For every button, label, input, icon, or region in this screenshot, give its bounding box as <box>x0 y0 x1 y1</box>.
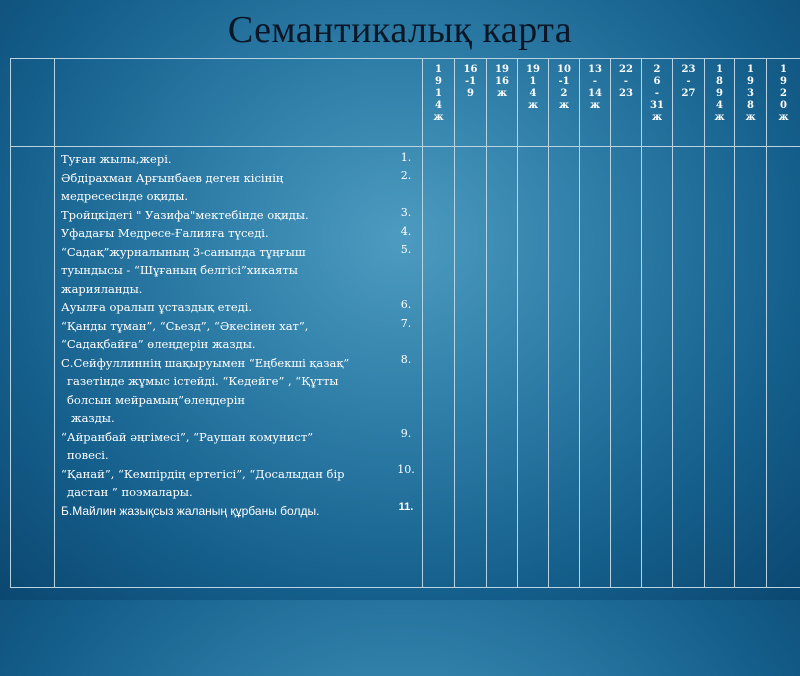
year-label-part: 8 <box>735 100 766 112</box>
page-title: Семантикалық карта <box>0 8 800 52</box>
event-line: медресесінде оқиды. <box>61 187 418 206</box>
row-number: 8. <box>11 353 800 367</box>
row-number: 2. <box>11 169 800 183</box>
year-label-part: 3 <box>735 88 766 100</box>
year-label-part: 19 <box>487 64 517 76</box>
event-line: жарияланды. <box>61 280 418 299</box>
year-label-part: 16 <box>455 64 486 76</box>
year-label-part: 23 <box>673 64 704 76</box>
year-label-part: ж <box>767 112 800 124</box>
year-label-part: - <box>611 76 641 88</box>
year-label-part: ж <box>735 112 766 124</box>
event-line: болсын мейрамың”өлеңдерін <box>61 391 418 410</box>
row-number: 5. <box>11 243 800 257</box>
event-line: жазды. <box>61 409 418 428</box>
body-row <box>11 147 800 588</box>
year-label-part: 0 <box>767 100 800 112</box>
row-number: 3. <box>11 206 800 220</box>
semantic-map-table <box>10 58 800 588</box>
event-line: Ауылға оралып ұстаздық етеді. <box>61 298 418 317</box>
year-label-part: 19 <box>518 64 548 76</box>
year-label-part: 10 <box>549 64 579 76</box>
year-label-part: 1 <box>518 76 548 88</box>
year-label-part: 1 <box>735 64 766 76</box>
row-number-cell <box>11 147 55 588</box>
event-line: Туған жылы,жері. <box>61 150 418 169</box>
year-label-part: 9 <box>455 88 486 100</box>
event-line: газетінде жұмыс істейді. “Кедейге” , “Құтты <box>61 372 418 391</box>
header-row <box>11 59 800 147</box>
year-label-part: 16 <box>487 76 517 88</box>
year-column-header <box>705 59 735 147</box>
event-line: “Қанай”, “Кемпірдің ертегісі”, “Досалыдан бір <box>61 465 418 484</box>
year-label-part: - <box>580 76 610 88</box>
year-label-part: 8 <box>705 76 734 88</box>
year-label-part: 1 <box>767 64 800 76</box>
year-column-header <box>673 59 705 147</box>
year-label-part: 9 <box>735 76 766 88</box>
year-label-part: 31 <box>642 100 672 112</box>
year-label-part: 9 <box>705 88 734 100</box>
year-label-part: 1 <box>423 88 454 100</box>
year-column-header <box>735 59 767 147</box>
year-label-part: 4 <box>705 100 734 112</box>
header-number-cell <box>11 59 55 147</box>
year-label-part: ж <box>549 100 579 112</box>
year-label-part: ж <box>705 112 734 124</box>
year-column-header <box>423 59 455 147</box>
year-label-part: ж <box>518 100 548 112</box>
year-column-header <box>580 59 611 147</box>
event-line: дастан ” поэмалары. <box>61 483 418 502</box>
year-label-part: - <box>642 88 672 100</box>
event-line: Әбдірахман Арғынбаев деген кісінің <box>61 169 418 188</box>
event-line: “Садақбайға” өлеңдерін жазды. <box>61 335 418 354</box>
row-number: 6. <box>11 298 800 312</box>
row-number: 11. <box>11 500 800 514</box>
event-line: “Қанды тұман”, “Сьезд”, “Әкесінен хат”, <box>61 317 418 336</box>
event-line: туындысы - “Шұғаның белгісі”хикаяты <box>61 261 418 280</box>
row-number: 7. <box>11 317 800 331</box>
year-label-part: 9 <box>423 76 454 88</box>
event-line: “Садақ”журналының 3-санында тұңғыш <box>61 243 418 262</box>
year-label-part: 2 <box>642 64 672 76</box>
year-label-part: 4 <box>423 100 454 112</box>
event-line: С.Сейфуллиннің шақыруымен “Еңбекші қазақ” <box>61 354 418 373</box>
year-label-part: 14 <box>580 88 610 100</box>
year-label-part: 4 <box>518 88 548 100</box>
year-column-header <box>642 59 673 147</box>
event-line: Б.Майлин жазықсыз жаланың құрбаны болды. <box>61 502 418 521</box>
row-number: 4. <box>11 225 800 239</box>
year-label-part: - <box>673 76 704 88</box>
year-column-header <box>611 59 642 147</box>
year-label-part: 6 <box>642 76 672 88</box>
year-label-part: -1 <box>455 76 486 88</box>
year-label-part: 27 <box>673 88 704 100</box>
year-label-part: ж <box>423 112 454 124</box>
year-label-part: 2 <box>767 88 800 100</box>
header-text-cell <box>55 59 423 147</box>
year-label-part: ж <box>580 100 610 112</box>
year-label-part: 1 <box>423 64 454 76</box>
year-column-header <box>767 59 800 147</box>
event-line: Уфадағы Медресе-Ғалияға түседі. <box>61 224 418 243</box>
year-label-part: ж <box>487 88 517 100</box>
year-label-part: 13 <box>580 64 610 76</box>
year-label-part: 9 <box>767 76 800 88</box>
row-number: 1. <box>11 151 800 165</box>
event-line: Тройцкідегі " Уазифа"мектебінде оқиды. <box>61 206 418 225</box>
year-label-part: -1 <box>549 76 579 88</box>
event-line: “Айранбай әңгімесі”, “Раушан комунист” <box>61 428 418 447</box>
year-column-header <box>518 59 549 147</box>
year-label-part: 22 <box>611 64 641 76</box>
year-label-part: 2 <box>549 88 579 100</box>
row-number: 9. <box>11 427 800 441</box>
event-line: повесі. <box>61 446 418 465</box>
year-column-header <box>487 59 518 147</box>
year-column-header <box>455 59 487 147</box>
row-number: 10. <box>11 463 800 477</box>
year-label-part: ж <box>642 112 672 124</box>
year-label-part: 23 <box>611 88 641 100</box>
year-label-part: 1 <box>705 64 734 76</box>
year-column-header <box>549 59 580 147</box>
